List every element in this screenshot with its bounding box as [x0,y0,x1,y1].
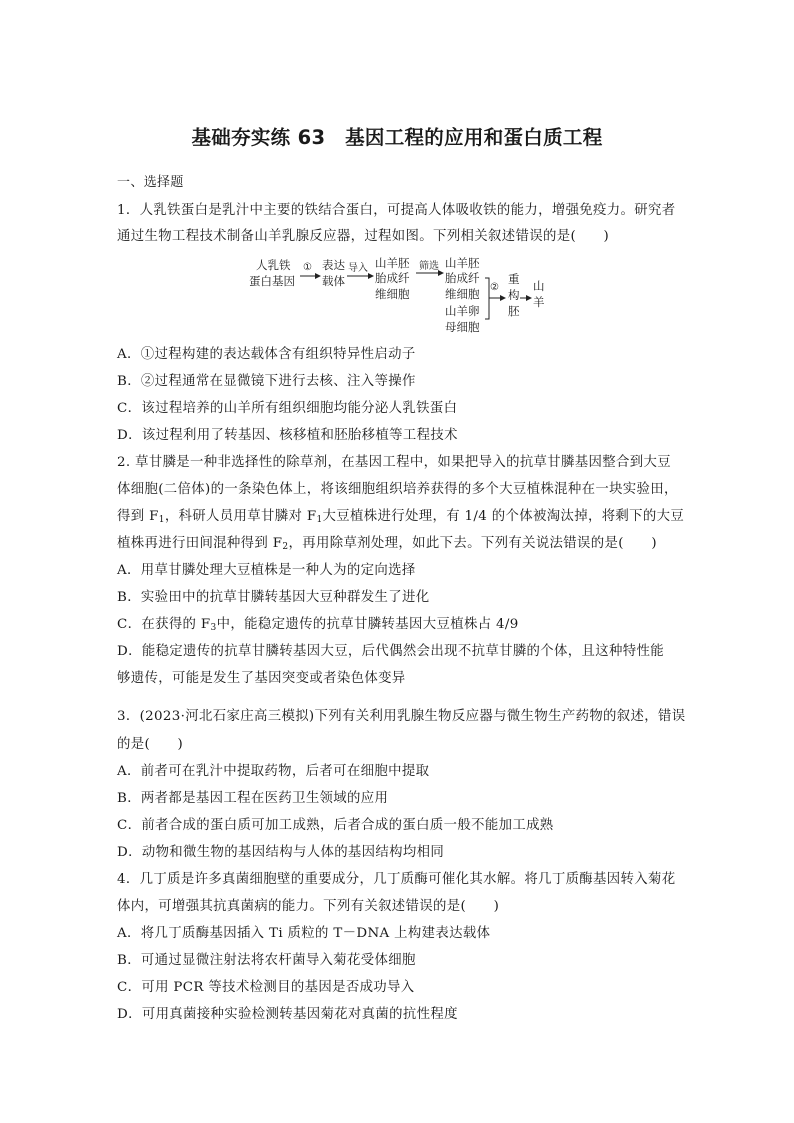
diagram-oocyte-label-2: 母细胞 [445,320,480,334]
q1-option-d: D．该过程利用了转基因、核移植和胚胎移植等工程技术 [117,428,458,443]
q2-stem-line4-part1: 植株再进行田间混种得到 F [117,536,283,551]
q1-stem-line1: 1．人乳铁蛋白是乳汁中主要的铁结合蛋白，可提高人体吸收铁的能力，增强免疫力。研究者 [117,203,676,218]
diagram-vector-label-2: 载体 [322,274,345,288]
q4-option-b: B．可通过显微注射法将农杆菌导入菊花受体细胞 [117,953,416,968]
diagram-reconstructed-embryo-label-2: 构 [508,288,520,302]
q2-stem-line3 [117,509,684,525]
subscript: 1 [316,515,323,525]
diagram-fibroblast-label-1: 山羊胚 [375,256,410,270]
q2-stem-line3-part2: ，科研人员用草甘膦对 F [164,509,317,524]
diagram-import-label: 导入 [348,263,368,274]
diagram-gene-label-1: 人乳铁 [256,258,291,272]
diagram-reconstructed-embryo-label-3: 胚 [508,304,520,318]
q3-stem-line1: 3．(2023·河北石家庄高三模拟)下列有关利用乳腺生物反应器与微生物生产药物的叙述，错误 [117,709,686,724]
q1-option-c: C．该过程培养的山羊所有组织细胞均能分泌人乳铁蛋白 [117,401,458,416]
subscript: 1 [158,515,165,525]
q3-option-b: B．两者都是基因工程在医药卫生领域的应用 [117,791,389,806]
q4-option-d: D．可用真菌接种实验检测转基因菊花对真菌的抗性程度 [117,1007,458,1022]
diagram-oocyte-label-1: 山羊卵 [445,304,480,318]
q2-option-c [117,617,519,633]
diagram-step1-label: ① [303,262,312,273]
q3-option-d: D．动物和微生物的基因结构与人体的基因结构均相同 [117,845,445,860]
q1-stem-line2: 通过生物工程技术制备山羊乳腺反应器，过程如图。下列相关叙述错误的是( ) [117,229,610,244]
q4-stem-line1: 4．几丁质是许多真菌细胞壁的重要成分，几丁质酶可催化其水解。将几丁质酶基因转入菊花 [117,872,676,887]
subscript: 2 [282,542,289,552]
diagram-goat-label-1: 山 [533,279,545,293]
q2-stem-line4 [117,536,657,552]
q2-stem-line3-part1: 得到 F [117,509,159,524]
diagram-selected-fibroblast-label-2: 胎成纤 [445,271,480,285]
q2-option-c-part2: 中，能稳定遗传的抗草甘膦转基因大豆植株占 4/9 [216,617,519,632]
q4-stem-line2: 体内，可增强其抗真菌病的能力。下列有关叙述错误的是( ) [117,899,500,914]
q4-option-a: A．将几丁质酶基因插入 Ti 质粒的 T－DNA 上构建表达载体 [117,926,491,941]
diagram-goat-label-2: 羊 [533,295,545,309]
q1-option-a: A．①过程构建的表达载体含有组织特异性启动子 [117,347,416,362]
diagram-fibroblast-label-3: 维细胞 [375,287,410,301]
q1-option-b: B．②过程通常在显微镜下进行去核、注入等操作 [117,374,416,389]
diagram-selected-fibroblast-label-3: 维细胞 [445,287,480,301]
q2-option-d-line1: D．能稳定遗传的抗草甘膦转基因大豆，后代偶然会出现不抗草甘膦的个体，且这种特性能 [117,644,664,659]
subscript: 3 [210,623,217,633]
diagram-fibroblast-label-2: 胎成纤 [375,271,410,285]
q2-stem-line1: 2. 草甘膦是一种非选择性的除草剂，在基因工程中，如果把导入的抗草甘膦基因整合到大豆 [117,455,671,470]
page-title: 基础夯实练 63 基因工程的应用和蛋白质工程 [191,126,603,149]
q2-option-a: A．用草甘膦处理大豆植株是一种人为的定向选择 [117,563,416,578]
diagram-screen-label: 筛选 [419,261,439,272]
q3-option-c: C．前者合成的蛋白质可加工成熟，后者合成的蛋白质一般不能加工成熟 [117,818,554,833]
q3-stem-line2: 的是( ) [117,737,184,752]
q2-option-b: B．实验田中的抗草甘膦转基因大豆种群发生了进化 [117,590,430,605]
q2-option-c-part1: C．在获得的 F [117,617,211,632]
diagram-vector-label-1: 表达 [322,258,345,272]
q2-stem-line4-part2: ，再用除草剂处理，如此下去。下列有关说法错误的是( ) [288,536,657,551]
diagram-selected-fibroblast-label-1: 山羊胚 [445,256,480,270]
section-heading: 一、选择题 [117,175,184,190]
diagram-gene-label-2: 蛋白基因 [249,274,295,288]
q4-option-c: C．可用 PCR 等技术检测目的基因是否成功导入 [117,980,415,995]
q2-stem-line2: 体细胞(二倍体)的一条染色体上，将该细胞组织培养获得的多个大豆植株混种在一块实验田， [117,482,678,497]
q2-option-d-line2: 够遗传，可能是发生了基因突变或者染色体变异 [117,671,406,686]
q3-option-a: A．前者可在乳汁中提取药物，后者可在细胞中提取 [117,764,430,779]
diagram-step2-label: ② [490,282,499,293]
q2-stem-line3-part3: 大豆植株进行处理，有 1/4 的个体被淘汰掉，将剩下的大豆 [322,509,685,524]
diagram-reconstructed-embryo-label-1: 重 [508,272,520,286]
